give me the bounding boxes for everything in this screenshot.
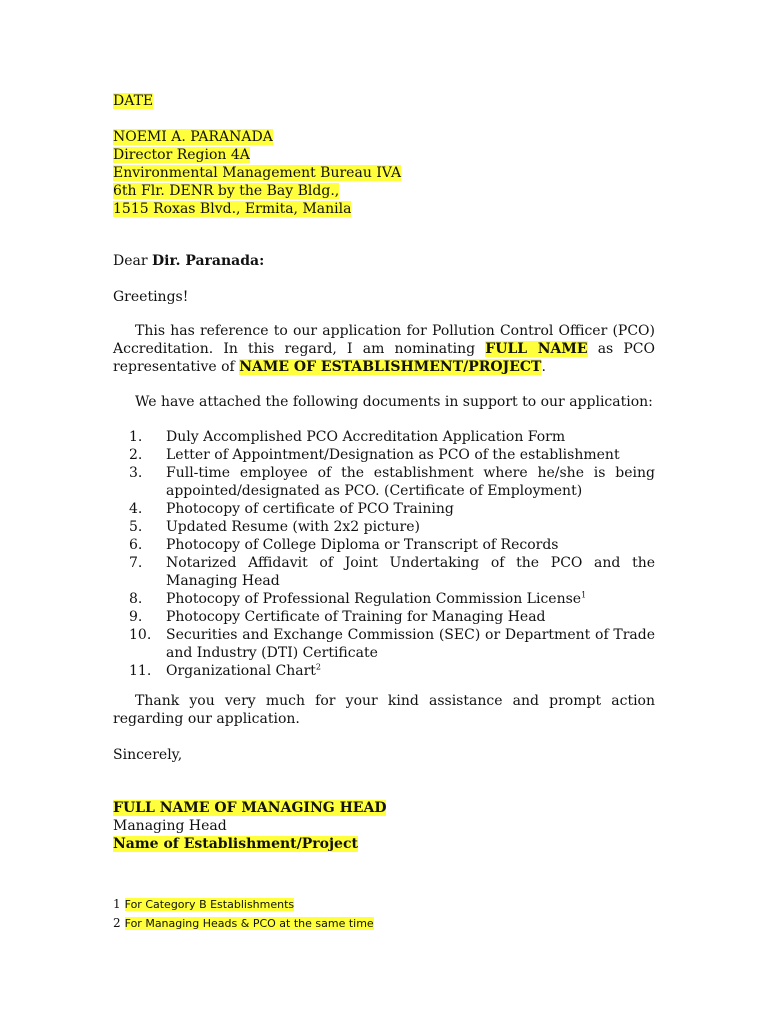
greeting: Greetings!	[113, 289, 189, 305]
salutation-name: Dir. Paranada:	[152, 253, 265, 269]
salutation-prefix: Dear	[113, 253, 148, 269]
signatory-org: Name of Establishment/Project	[113, 836, 358, 852]
signatory-title: Managing Head	[113, 818, 227, 834]
list-item: 7. Notarized Affidavit of Joint Undertaking of the PCO and the Managing Head	[129, 555, 655, 589]
signature-block	[113, 799, 655, 853]
footnote-ref: 2	[315, 662, 322, 672]
paragraph-nomination-b: as PCO representative of	[113, 341, 655, 375]
date-placeholder: DATE	[113, 93, 154, 109]
footnote-2: 2 For Managing Heads & PCO at the same time	[113, 916, 374, 930]
letter-header	[113, 92, 655, 218]
list-item: 8. Photocopy of Professional Regulation Commission License$^1$	[129, 590, 587, 607]
footnote-1: 1 For Category B Establishments	[113, 897, 295, 911]
list-item: 11. Organizational Chart$^2$	[129, 662, 322, 679]
salutation	[113, 252, 655, 270]
signatory-name: FULL NAME OF MANAGING HEAD	[113, 800, 387, 816]
documents-list	[113, 428, 655, 680]
paragraph-nomination-a: This has reference to our application for Pollution Control Officer (PCO) Accreditation. In this regard, I am nominating	[113, 323, 655, 357]
list-item: 9. Photocopy Certificate of Training for Managing Head	[129, 609, 546, 625]
address-line-1: 6th Flr. DENR by the Bay Bldg.,	[113, 183, 340, 199]
paragraph-attachments: We have attached the following documents in support to our application:	[135, 394, 653, 410]
list-item: 2. Letter of Appointment/Designation as PCO of the establishment	[129, 447, 620, 463]
establishment-placeholder: NAME OF ESTABLISHMENT/PROJECT	[239, 359, 542, 375]
valediction: Sincerely,	[113, 747, 183, 763]
paragraph-nomination-end: .	[541, 359, 546, 375]
footnote-ref: 1	[581, 590, 587, 600]
recipient-name: NOEMI A. PARANADA	[113, 129, 273, 145]
list-item: 4. Photocopy of certificate of PCO Training	[129, 501, 454, 517]
list-item: 3. Full-time employee of the establishment where he/she is being appointed/designated as PCO. (Certificate of Employment)	[129, 465, 655, 499]
address-line-2: 1515 Roxas Blvd., Ermita, Manila	[113, 201, 352, 217]
list-item: 5. Updated Resume (with 2x2 picture)	[129, 519, 420, 535]
list-item: 10. Securities and Exchange Commission (SEC) or Department of Trade and Industry (DTI) Certificate	[129, 627, 655, 661]
recipient-title: Director Region 4A	[113, 147, 250, 163]
list-item: 1. Duly Accomplished PCO Accreditation Application Form	[129, 429, 566, 445]
paragraph-nomination	[113, 322, 655, 376]
full-name-placeholder: FULL NAME	[485, 341, 588, 357]
list-item: 6. Photocopy of College Diploma or Transcript of Records	[129, 537, 559, 553]
paragraph-thanks: Thank you very much for your kind assistance and prompt action regarding our application.	[113, 693, 655, 727]
recipient-office: Environmental Management Bureau IVA	[113, 165, 402, 181]
